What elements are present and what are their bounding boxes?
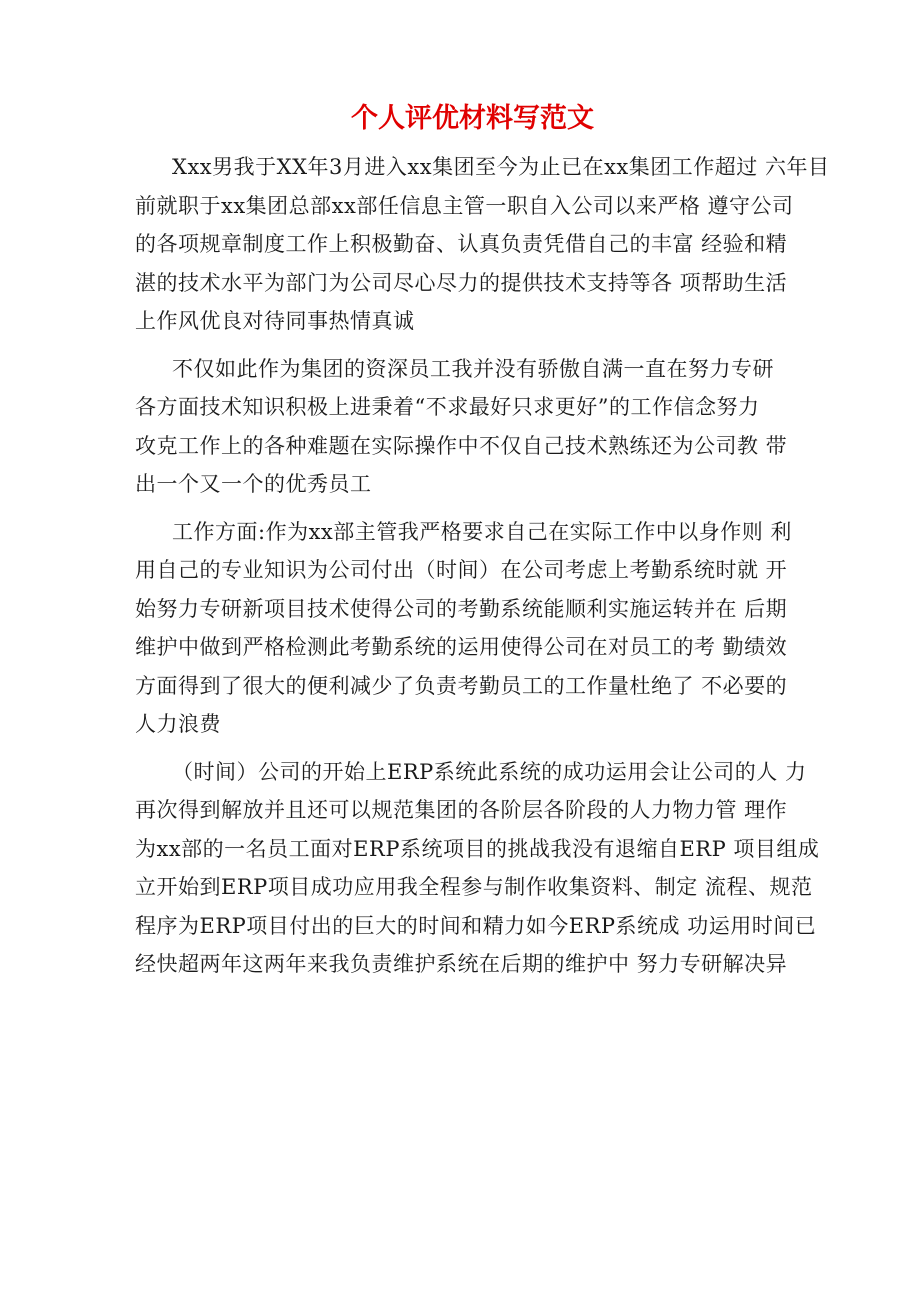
text-line: 各方面技术知识积极上进秉着“不求最好只求更好”的工作信念努力 (135, 395, 760, 419)
text-line: （时间）公司的开始上ERP系统此系统的成功运用会让公司的人 力 (172, 759, 807, 784)
text-line: 始努力专研新项目技术使得公司的考勤系统能顺利实施运转并在 后期 (135, 596, 788, 621)
paragraph-1 (135, 148, 830, 341)
text-line: 用自己的专业知识为公司付出（时间）在公司考虑上考勤系统时就 开 (135, 558, 788, 582)
text-line: 再次得到解放并且还可以规范集团的各阶层各阶段的人力物力管 理作 (135, 798, 788, 822)
text-line: Xxx男我于XX年3月进入xx集团至今为止已在xx集团工作超过 六年目 (172, 155, 830, 179)
text-line: 的各项规章制度工作上积极勤奋、认真负责凭借自己的丰富 经验和精 (135, 232, 788, 256)
text-line: 立开始到ERP项目成功应用我全程参与制作收集资料、制定 流程、规范 (135, 875, 813, 899)
document-title: 个人评优材料写范文 (351, 103, 594, 134)
text-line: 经快超两年这两年来我负责维护系统在后期的维护中 努力专研解决异 (135, 952, 788, 976)
text-line: 方面得到了很大的便利减少了负责考勤员工的工作量杜绝了 不必要的 (135, 673, 788, 698)
text-line: 湛的技术水平为部门为公司尽心尽力的提供技术支持等各 项帮助生活 (135, 270, 788, 295)
text-line: 上作风优良对待同事热情真诚 (135, 309, 415, 333)
text-line: 前就职于xx集团总部xx部任信息主管一职自入公司以来严格 遵守公司 (135, 193, 794, 218)
paragraph-2 (135, 350, 802, 504)
text-line: 不仅如此作为集团的资深员工我并没有骄傲自满一直在努力专研 (172, 356, 774, 381)
text-line: 为xx部的一名员工面对ERP系统项目的挑战我没有退缩自ERP 项目组成 (135, 836, 820, 861)
text-line: 工作方面:作为xx部主管我严格要求自己在实际工作中以身作则 利 (172, 519, 792, 544)
paragraph-4 (135, 753, 820, 984)
text-line: 出一个又一个的优秀员工 (135, 472, 372, 496)
text-line: 人力浪费 (135, 712, 221, 736)
text-line: 程序为ERP项目付出的巨大的时间和精力如今ERP系统成 功运用时间已 (135, 913, 817, 938)
paragraph-3 (135, 513, 802, 744)
text-line: 攻克工作上的各种难题在实际操作中不仅自己技术熟练还为公司教 带 (135, 433, 788, 458)
text-line: 维护中做到严格检测此考勤系统的运用使得公司在对员工的考 勤绩效 (135, 635, 788, 659)
